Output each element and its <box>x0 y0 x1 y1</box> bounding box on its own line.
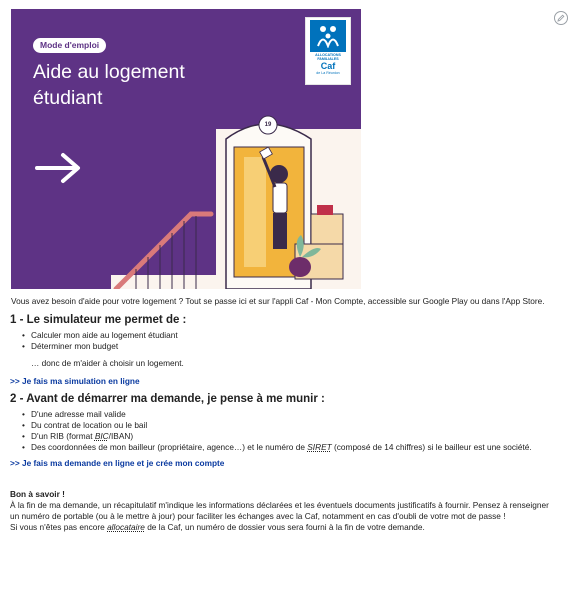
logo-region: de La Réunion <box>316 71 340 75</box>
section1-title: 1 - Le simulateur me permet de : <box>10 314 187 326</box>
article-content <box>10 296 558 533</box>
siret-term: SIRET <box>307 442 332 452</box>
list-item: • Calculer mon aide au logement étudiant <box>31 330 558 341</box>
simulation-link[interactable]: >> Je fais ma simulation en ligne <box>10 376 140 386</box>
good-to-know-title: Bon à savoir ! <box>10 489 65 499</box>
good-to-know-para1: À la fin de ma demande, un récapitulatif m'indique les informations déclarées et les éventuels documents justificatifs à fournir. Pensez à renseigner un numéro de portable (ou à le mettre à jour) pour faciliter les échanges avec la Caf, notamment en cas d'oubli de votre mot de passe ! <box>10 500 549 521</box>
caf-logo <box>305 17 351 85</box>
section1-list <box>10 330 558 352</box>
good-to-know-para2: Si vous n'êtes pas encore allocataire de la Caf, un numéro de dossier vous sera fourni à la fin de votre demande. <box>10 522 425 532</box>
good-to-know <box>10 489 558 533</box>
mode-emploi-badge: Mode d'emploi <box>33 38 106 53</box>
demande-link[interactable]: >> Je fais ma demande en ligne et je crée mon compte <box>10 458 225 468</box>
door-number: 19 <box>264 122 272 128</box>
section2-list <box>10 409 558 453</box>
section1-note: … donc de m'aider à choisir un logement. <box>31 358 184 368</box>
hero-title: Aide au logement étudiant <box>33 61 185 109</box>
section2-title: 2 - Avant de démarrer ma demande, je pense à me munir : <box>10 393 325 405</box>
list-item: • Des coordonnées de mon bailleur (propriétaire, agence…) et le numéro de SIRET (composé de 14 chiffres) si le bailleur est une société. <box>31 442 558 453</box>
pencil-icon <box>557 14 565 22</box>
logo-subtitle: ALLOCATIONS FAMILIALES <box>315 53 341 61</box>
allocataire-term: allocataire <box>107 522 145 532</box>
bic-term: BIC <box>94 431 109 441</box>
list-item: • D'une adresse mail valide <box>31 409 558 420</box>
family-icon <box>310 20 346 52</box>
list-item: • Du contrat de location ou le bail <box>31 420 558 431</box>
list-item: • Déterminer mon budget <box>31 341 558 352</box>
intro-text: Vous avez besoin d'aide pour votre logement ? Tout se passe ici et sur l'appli Caf - Mon Compte, accessible sur Google Play ou dans l'App Store. <box>11 296 545 306</box>
list-item: • D'un RIB (format BIC/IBAN) <box>31 431 558 442</box>
logo-word: Caf <box>320 61 336 71</box>
edit-button[interactable] <box>554 11 568 25</box>
arrow-right-icon <box>33 150 83 186</box>
